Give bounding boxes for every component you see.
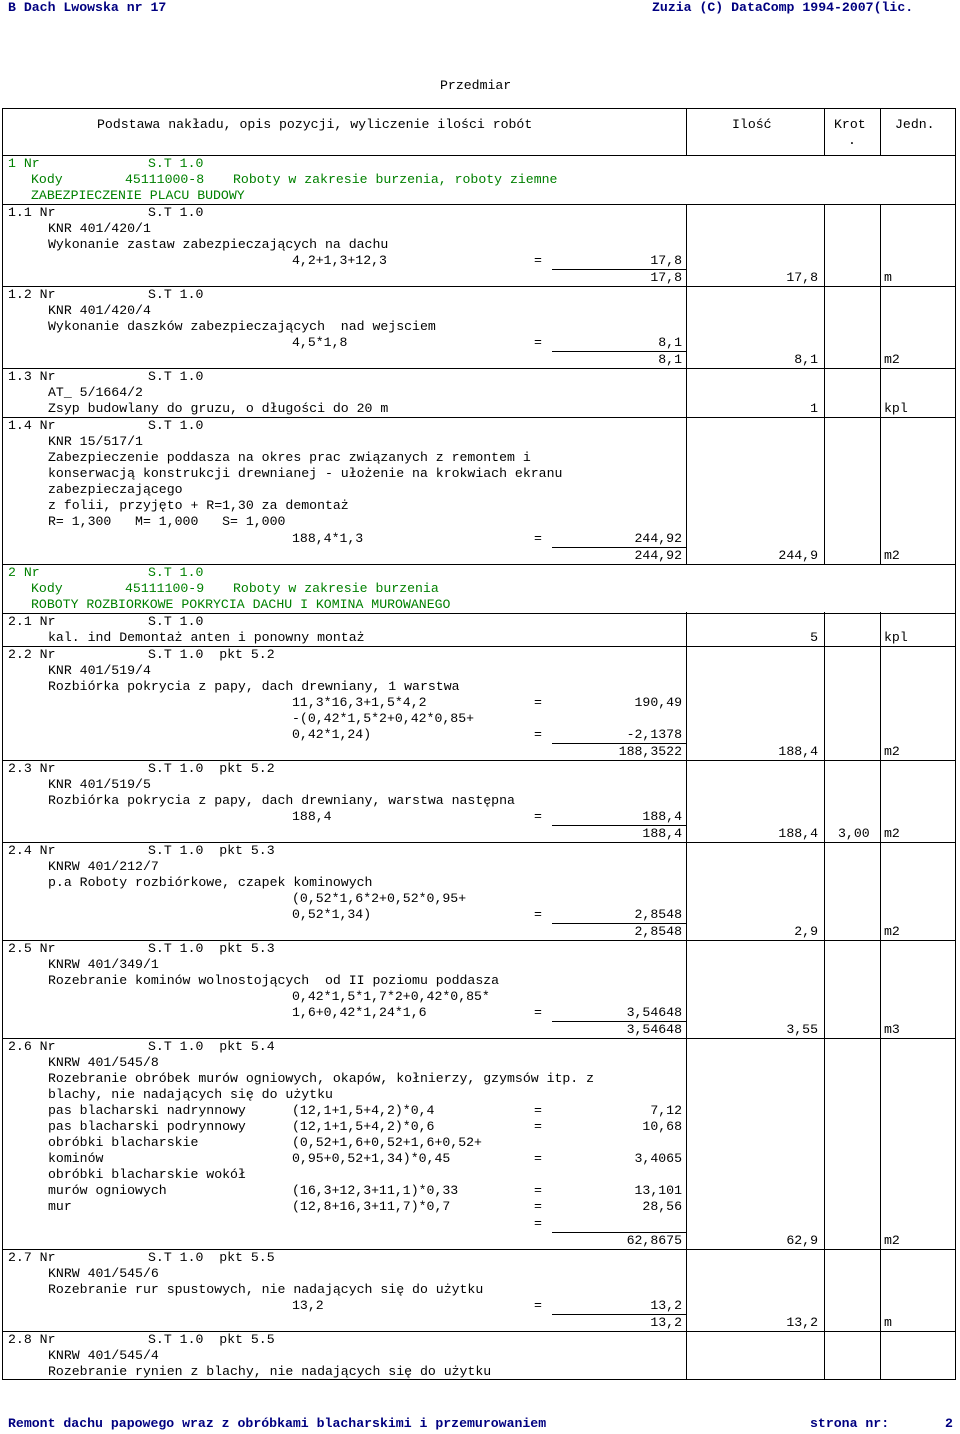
- item-2-7-knr: KNRW 401/545/6: [48, 1266, 159, 1281]
- item-1-3-quantity: 1: [810, 401, 818, 416]
- item-1-4-value: 244,92: [634, 531, 682, 546]
- item-2-6-row4-label: kominów: [48, 1151, 104, 1166]
- section-2-number: 2 Nr: [8, 565, 40, 580]
- item-2-6-knr: KNRW 401/545/8: [48, 1055, 159, 1070]
- item-2-6-description-line1: Rozebranie obróbek murów ogniowych, okapów, kołnierzy, gzymsów itp. z: [48, 1071, 595, 1086]
- item-2-4-st: S.T 1.0 pkt 5.3: [148, 843, 275, 858]
- item-2-7-quantity: 13,2: [786, 1315, 818, 1330]
- item-2-7-calc: 13,2: [292, 1298, 324, 1313]
- item-1-2-calc: 4,5*1,8: [292, 335, 348, 350]
- item-2-1-number: 2.1 Nr: [8, 614, 56, 629]
- item-2-3-knr: KNR 401/519/5: [48, 777, 151, 792]
- item-1-4-quantity: 244,9: [778, 548, 818, 563]
- item-2-6-row5-label: obróbki blacharskie wokół: [48, 1167, 246, 1182]
- item-2-6-number: 2.6 Nr: [8, 1039, 56, 1054]
- item-2-6-row6-value: 13,101: [634, 1183, 682, 1198]
- footer-page-number: 2: [945, 1416, 953, 1431]
- item-2-1-unit: kpl: [884, 630, 908, 645]
- item-2-5-unit: m3: [884, 1022, 900, 1037]
- item-2-8-description: Rozebranie rynien z blachy, nie nadających się do użytku: [48, 1364, 492, 1379]
- item-2-7-description: Rozebranie rur spustowych, nie nadających się do użytku: [48, 1282, 484, 1297]
- item-1-2-quantity: 8,1: [794, 352, 818, 367]
- col-header-quantity: Ilość: [732, 117, 772, 132]
- item-2-3-st: S.T 1.0 pkt 5.2: [148, 761, 275, 776]
- item-2-6-row2-label: pas blacharski podrynnowy: [48, 1119, 246, 1134]
- item-2-4-eq: =: [534, 907, 542, 922]
- col-divider-qty: [686, 204, 687, 1380]
- footer-title: Remont dachu papowego wraz z obróbkami blacharskimi i przemurowaniem: [8, 1416, 547, 1431]
- item-1-4-sum: 244,92: [634, 548, 682, 563]
- item-2-6-row8-eq: =: [534, 1216, 542, 1231]
- item-2-6-row4-calc: 0,95+0,52+1,34)*0,45: [292, 1151, 451, 1166]
- col-divider-unit-top: [880, 108, 881, 156]
- item-1-3-number: 1.3 Nr: [8, 369, 56, 384]
- item-2-6-description-line2: blachy, nie nadających się do użytku: [48, 1087, 333, 1102]
- item-1-4-description-line1: Zabezpieczenie poddasza na okres prac związanych z remontem i: [48, 450, 531, 465]
- item-2-2-description: Rozbiórka pokrycia z papy, dach drewniany, 1 warstwa: [48, 679, 460, 694]
- item-2-6-row2-eq: =: [534, 1119, 542, 1134]
- table-left-border: [2, 108, 3, 1380]
- item-2-3-sum: 188,4: [642, 826, 682, 841]
- section-1-st: S.T 1.0: [148, 156, 204, 171]
- item-1-1-number: 1.1 Nr: [8, 205, 56, 220]
- item-1-1-sum: 17,8: [650, 270, 682, 285]
- item-1-4-knr: KNR 15/517/1: [48, 434, 143, 449]
- item-2-2-st: S.T 1.0 pkt 5.2: [148, 647, 275, 662]
- table-top-border: [2, 108, 956, 109]
- item-2-3-quantity: 188,4: [778, 826, 818, 841]
- item-2-4-quantity: 2,9: [794, 924, 818, 939]
- item-2-3-description: Rozbiórka pokrycia z papy, dach drewniany, warstwa następna: [48, 793, 515, 808]
- item-2-6-row7-calc: (12,8+16,3+11,7)*0,7: [292, 1199, 451, 1214]
- item-2-2-eq-2: =: [534, 727, 542, 742]
- item-2-5-quantity: 3,55: [786, 1022, 818, 1037]
- item-2-2-number: 2.2 Nr: [8, 647, 56, 662]
- item-1-4-number: 1.4 Nr: [8, 418, 56, 433]
- section-1-code: 45111000-8: [125, 172, 205, 187]
- item-1-4-coefficients: R= 1,300 M= 1,000 S= 1,000: [48, 514, 286, 529]
- item-2-6-row6-eq: =: [534, 1183, 542, 1198]
- item-2-7-unit: m: [884, 1315, 892, 1330]
- col-divider-unit: [880, 204, 881, 1380]
- item-2-6-row2-calc: (12,1+1,5+4,2)*0,6: [292, 1119, 435, 1134]
- item-1-1-value: 17,8: [650, 253, 682, 268]
- item-2-1-quantity: 5: [810, 630, 818, 645]
- item-1-2-knr: KNR 401/420/4: [48, 303, 151, 318]
- item-1-4-calc: 188,4*1,3: [292, 531, 364, 546]
- item-2-7-st: S.T 1.0 pkt 5.5: [148, 1250, 275, 1265]
- item-2-6-row4-value: 3,4065: [634, 1151, 682, 1166]
- item-2-6-st: S.T 1.0 pkt 5.4: [148, 1039, 275, 1054]
- section-2-kody-label: Kody: [31, 581, 63, 596]
- item-2-5-st: S.T 1.0 pkt 5.3: [148, 941, 275, 956]
- header-left: B Dach Lwowska nr 17: [8, 0, 167, 15]
- item-1-1-quantity: 17,8: [786, 270, 818, 285]
- item-1-4-eq: =: [534, 531, 542, 546]
- item-2-6-row7-value: 28,56: [642, 1199, 682, 1214]
- item-2-2-calc-2: -(0,42*1,5*2+0,42*0,85+: [292, 711, 475, 726]
- item-2-3-value: 188,4: [642, 809, 682, 824]
- section-2-code: 45111100-9: [125, 581, 205, 596]
- item-1-2-value: 8,1: [658, 335, 682, 350]
- item-1-4-description-line3: zabezpieczającego: [48, 482, 183, 497]
- item-1-2-sum: 8,1: [658, 352, 682, 367]
- item-1-4-description-line4: z folii, przyjęto + R=1,30 za demontaż: [48, 498, 349, 513]
- footer-page-label: strona nr:: [810, 1416, 890, 1431]
- item-1-3-st: S.T 1.0: [148, 369, 204, 384]
- item-2-6-unit: m2: [884, 1233, 900, 1248]
- item-1-1-description: Wykonanie zastaw zabezpieczających na dachu: [48, 237, 389, 252]
- item-2-6-row7-label: mur: [48, 1199, 72, 1214]
- item-2-6-row1-eq: =: [534, 1103, 542, 1118]
- col-divider-krot-top: [824, 108, 825, 156]
- item-2-3-number: 2.3 Nr: [8, 761, 56, 776]
- col-header-unit: Jedn.: [895, 117, 935, 132]
- item-2-6-row2-value: 10,68: [642, 1119, 682, 1134]
- item-1-1-knr: KNR 401/420/1: [48, 221, 151, 236]
- item-2-5-calc-2: 1,6+0,42*1,24*1,6: [292, 1005, 427, 1020]
- item-2-4-calc-2: 0,52*1,34): [292, 907, 372, 922]
- item-2-3-krot: 3,00: [838, 826, 870, 841]
- item-1-3-unit: kpl: [884, 401, 908, 416]
- section-1-title: ZABEZPIECZENIE PLACU BUDOWY: [31, 188, 245, 203]
- item-2-2-quantity: 188,4: [778, 744, 818, 759]
- item-1-3-knr: AT_ 5/1664/2: [48, 385, 143, 400]
- item-1-4-description-line2: konserwacją konstrukcji drewnianej - ułożenie na krokwiach ekranu: [48, 466, 563, 481]
- item-2-4-description: p.a Roboty rozbiórkowe, czapek kominowych: [48, 875, 373, 890]
- item-1-4-unit: m2: [884, 548, 900, 563]
- item-1-2-eq: =: [534, 335, 542, 350]
- item-2-6-sum: 62,8675: [626, 1233, 682, 1248]
- item-2-4-unit: m2: [884, 924, 900, 939]
- item-2-5-value: 3,54648: [626, 1005, 682, 1020]
- item-1-1-st: S.T 1.0: [148, 205, 204, 220]
- item-2-5-description: Rozebranie kominów wolnostojących od II poziomu poddasza: [48, 973, 500, 988]
- item-2-4-sum: 2,8548: [634, 924, 682, 939]
- item-2-4-number: 2.4 Nr: [8, 843, 56, 858]
- item-1-1-eq: =: [534, 253, 542, 268]
- item-2-7-eq: =: [534, 1298, 542, 1313]
- item-2-6-row1-value: 7,12: [650, 1103, 682, 1118]
- item-2-7-sum: 13,2: [650, 1315, 682, 1330]
- item-2-6-row7-eq: =: [534, 1199, 542, 1214]
- item-2-6-row6-label: murów ogniowych: [48, 1183, 167, 1198]
- col-header-krot: Krot: [834, 117, 866, 132]
- item-2-3-unit: m2: [884, 826, 900, 841]
- section-2-st: S.T 1.0: [148, 565, 204, 580]
- item-2-1-description: kal. ind Demontaż anten i ponowny montaż: [48, 630, 365, 645]
- header-right: Zuzia (C) DataComp 1994-2007(lic.: [652, 0, 914, 15]
- item-2-5-number: 2.5 Nr: [8, 941, 56, 956]
- item-2-6-quantity: 62,9: [786, 1233, 818, 1248]
- item-2-5-eq: =: [534, 1005, 542, 1020]
- item-1-2-number: 1.2 Nr: [8, 287, 56, 302]
- item-2-2-sum: 188,3522: [618, 744, 682, 759]
- section-1-kody-label: Kody: [31, 172, 63, 187]
- item-2-5-calc-1: 0,42*1,5*1,7*2+0,42*0,85*: [292, 989, 490, 1004]
- item-2-2-calc-3: 0,42*1,24): [292, 727, 372, 742]
- item-2-3-eq: =: [534, 809, 542, 824]
- item-1-3-description: Zsyp budowlany do gruzu, o długości do 20 m: [48, 401, 389, 416]
- section-1-number: 1 Nr: [8, 156, 40, 171]
- item-2-2-value-1: 190,49: [634, 695, 682, 710]
- item-1-2-description: Wykonanie daszków zabezpieczających nad wejsciem: [48, 319, 436, 334]
- item-2-7-value: 13,2: [650, 1298, 682, 1313]
- item-2-6-row3-label: obróbki blacharskie: [48, 1135, 199, 1150]
- item-2-6-row3-calc: (0,52+1,6+0,52+1,6+0,52+: [292, 1135, 482, 1150]
- item-2-5-knr: KNRW 401/349/1: [48, 957, 159, 972]
- item-2-4-value: 2,8548: [634, 907, 682, 922]
- item-2-1-st: S.T 1.0: [148, 614, 204, 629]
- item-1-2-st: S.T 1.0: [148, 287, 204, 302]
- item-1-4-st: S.T 1.0: [148, 418, 204, 433]
- section-1-description: Roboty w zakresie burzenia, roboty ziemne: [233, 172, 558, 187]
- col-divider-krot: [824, 204, 825, 1380]
- item-2-2-calc-1: 11,3*16,3+1,5*4,2: [292, 695, 427, 710]
- item-2-6-row6-calc: (16,3+12,3+11,1)*0,33: [292, 1183, 459, 1198]
- item-2-3-calc: 188,4: [292, 809, 332, 824]
- item-2-6-row1-label: pas blacharski nadrynnowy: [48, 1103, 246, 1118]
- item-2-8-knr: KNRW 401/545/4: [48, 1348, 159, 1363]
- item-2-2-knr: KNR 401/519/4: [48, 663, 151, 678]
- item-2-6-row4-eq: =: [534, 1151, 542, 1166]
- item-1-2-unit: m2: [884, 352, 900, 367]
- item-2-8-number: 2.8 Nr: [8, 1332, 56, 1347]
- page-title: Przedmiar: [440, 78, 512, 93]
- item-2-8-st: S.T 1.0 pkt 5.5: [148, 1332, 275, 1347]
- item-1-1-unit: m: [884, 270, 892, 285]
- item-2-2-eq-1: =: [534, 695, 542, 710]
- item-2-2-value-2: -2,1378: [626, 727, 682, 742]
- item-2-5-sum: 3,54648: [626, 1022, 682, 1037]
- col-header-description: Podstawa nakładu, opis pozycji, wyliczenie ilości robót: [97, 117, 533, 132]
- item-2-4-calc-1: (0,52*1,6*2+0,52*0,95+: [292, 891, 467, 906]
- section-2-title: ROBOTY ROZBIORKOWE POKRYCIA DACHU I KOMINA MUROWANEGO: [31, 597, 451, 612]
- col-divider-qty-top: [686, 108, 687, 156]
- item-2-2-unit: m2: [884, 744, 900, 759]
- section-2-description: Roboty w zakresie burzenia: [233, 581, 439, 596]
- table-right-border: [955, 108, 956, 1380]
- item-2-7-number: 2.7 Nr: [8, 1250, 56, 1265]
- col-header-krot-dot: .: [848, 133, 856, 148]
- item-2-4-knr: KNRW 401/212/7: [48, 859, 159, 874]
- item-2-6-row1-calc: (12,1+1,5+4,2)*0,4: [292, 1103, 435, 1118]
- item-1-1-calc: 4,2+1,3+12,3: [292, 253, 387, 268]
